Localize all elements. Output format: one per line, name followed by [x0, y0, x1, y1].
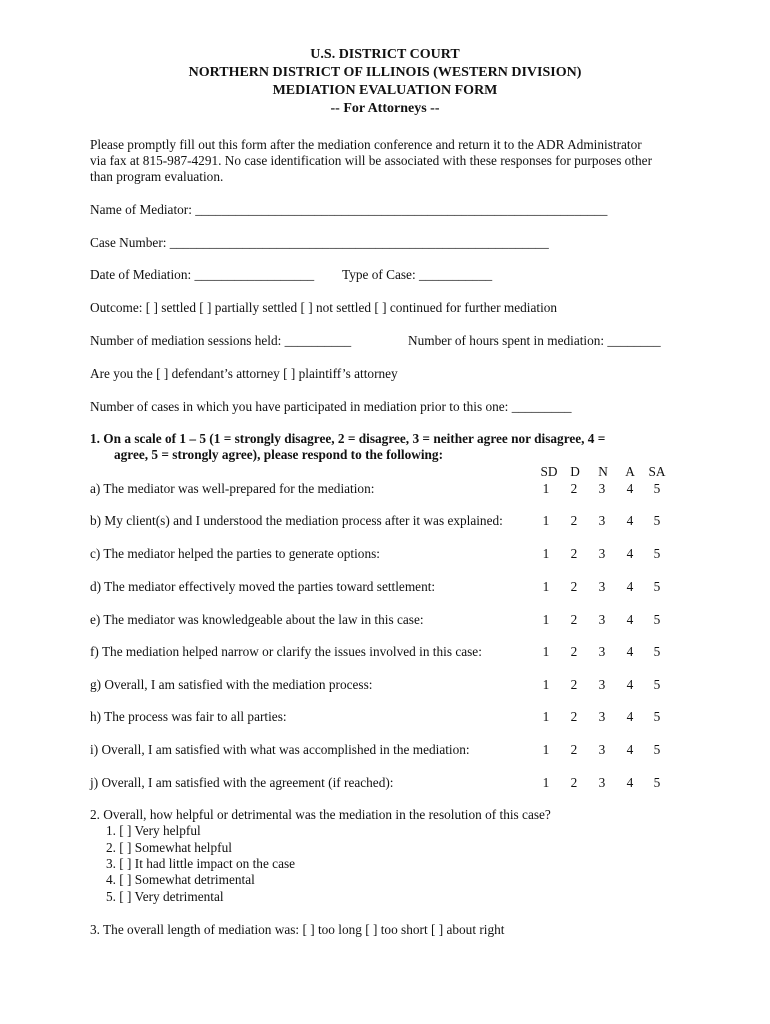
attorney-type-checkboxes[interactable]: Are you the [ ] defendant’s attorney [ ] plaintiff’s attorney	[90, 366, 398, 381]
rating-option-1[interactable]: 1	[542, 513, 550, 528]
scale-header-a: A	[625, 464, 635, 479]
rating-option-3[interactable]: 3	[598, 513, 606, 528]
rating-option-1[interactable]: 1	[542, 742, 550, 757]
rating-item-text: i) Overall, I am satisfied with what was accomplished in the mediation:	[90, 742, 470, 757]
q1-prompt-line-1: 1. On a scale of 1 – 5 (1 = strongly disagree, 2 = disagree, 3 = neither agree nor disagree, 4 =	[90, 431, 606, 446]
rating-option-3[interactable]: 3	[598, 579, 606, 594]
rating-option-4[interactable]: 4	[626, 546, 634, 561]
rating-option-4[interactable]: 4	[626, 612, 634, 627]
q2-option-2[interactable]: 2. [ ] Somewhat helpful	[106, 840, 232, 855]
scale-header-sd: SD	[540, 464, 558, 479]
rating-option-2[interactable]: 2	[570, 481, 578, 496]
rating-option-2[interactable]: 2	[570, 612, 578, 627]
rating-option-4[interactable]: 4	[626, 579, 634, 594]
rating-option-2[interactable]: 2	[570, 644, 578, 659]
rating-option-3[interactable]: 3	[598, 546, 606, 561]
rating-option-2[interactable]: 2	[570, 546, 578, 561]
rating-option-5[interactable]: 5	[653, 709, 661, 724]
intro-line-2: via fax at 815-987-4291. No case identification will be associated with these responses for purposes other	[90, 153, 653, 168]
rating-option-5[interactable]: 5	[653, 513, 661, 528]
rating-option-3[interactable]: 3	[598, 644, 606, 659]
rating-option-1[interactable]: 1	[542, 709, 550, 724]
mediator-name-field[interactable]: Name of Mediator: ______________________________________________________________	[90, 202, 608, 217]
rating-option-1[interactable]: 1	[542, 481, 550, 496]
rating-option-1[interactable]: 1	[542, 579, 550, 594]
court-title: U.S. DISTRICT COURT	[310, 47, 460, 62]
q2-option-1[interactable]: 1. [ ] Very helpful	[106, 823, 201, 838]
rating-option-4[interactable]: 4	[626, 513, 634, 528]
rating-option-2[interactable]: 2	[570, 709, 578, 724]
scale-header-n: N	[598, 464, 608, 479]
rating-option-5[interactable]: 5	[653, 481, 661, 496]
rating-option-1[interactable]: 1	[542, 775, 550, 790]
rating-option-5[interactable]: 5	[653, 579, 661, 594]
rating-option-1[interactable]: 1	[542, 546, 550, 561]
rating-option-3[interactable]: 3	[598, 775, 606, 790]
rating-option-4[interactable]: 4	[626, 677, 634, 692]
rating-option-2[interactable]: 2	[570, 677, 578, 692]
rating-option-2[interactable]: 2	[570, 579, 578, 594]
rating-item-text: j) Overall, I am satisfied with the agreement (if reached):	[90, 775, 394, 790]
district-title: NORTHERN DISTRICT OF ILLINOIS (WESTERN DIVISION)	[188, 65, 582, 80]
rating-option-5[interactable]: 5	[653, 644, 661, 659]
q2-option-5[interactable]: 5. [ ] Very detrimental	[106, 889, 224, 904]
scale-header-d: D	[570, 464, 580, 479]
mediation-date-field[interactable]: Date of Mediation: __________________	[90, 267, 315, 282]
rating-option-3[interactable]: 3	[598, 677, 606, 692]
rating-item-text: c) The mediator helped the parties to generate options:	[90, 546, 380, 561]
rating-option-1[interactable]: 1	[542, 677, 550, 692]
case-type-field[interactable]: Type of Case: ___________	[342, 267, 493, 282]
case-number-field[interactable]: Case Number: _________________________________________________________	[90, 235, 549, 250]
rating-option-2[interactable]: 2	[570, 775, 578, 790]
intro-line-1: Please promptly fill out this form after the mediation conference and return it to the ADR Administrator	[90, 137, 642, 152]
form-title: MEDIATION EVALUATION FORM	[272, 83, 498, 98]
scale-header-sa: SA	[648, 464, 666, 479]
rating-option-3[interactable]: 3	[598, 612, 606, 627]
rating-option-3[interactable]: 3	[598, 742, 606, 757]
sessions-field[interactable]: Number of mediation sessions held: __________	[90, 333, 352, 348]
rating-option-3[interactable]: 3	[598, 709, 606, 724]
rating-option-1[interactable]: 1	[542, 644, 550, 659]
q3-length-checkboxes[interactable]: 3. The overall length of mediation was: [ ] too long [ ] too short [ ] about right	[90, 922, 505, 937]
q2-option-4[interactable]: 4. [ ] Somewhat detrimental	[106, 872, 255, 887]
outcome-checkboxes[interactable]: Outcome: [ ] settled [ ] partially settled [ ] not settled [ ] continued for further mediation	[90, 300, 558, 315]
intro-line-3: than program evaluation.	[90, 169, 224, 184]
q2-option-3[interactable]: 3. [ ] It had little impact on the case	[106, 856, 296, 871]
rating-option-5[interactable]: 5	[653, 775, 661, 790]
rating-option-5[interactable]: 5	[653, 677, 661, 692]
rating-item-text: b) My client(s) and I understood the mediation process after it was explained:	[90, 513, 503, 528]
q2-prompt: 2. Overall, how helpful or detrimental was the mediation in the resolution of this case?	[90, 807, 551, 822]
q1-prompt-line-2: agree, 5 = strongly agree), please respond to the following:	[114, 447, 444, 462]
rating-option-2[interactable]: 2	[570, 513, 578, 528]
hours-field[interactable]: Number of hours spent in mediation: ________	[408, 333, 661, 348]
rating-item-text: a) The mediator was well-prepared for the mediation:	[90, 481, 375, 496]
rating-item-text: e) The mediator was knowledgeable about the law in this case:	[90, 612, 424, 627]
form-subtitle: -- For Attorneys --	[330, 101, 440, 116]
rating-option-5[interactable]: 5	[653, 546, 661, 561]
rating-option-4[interactable]: 4	[626, 742, 634, 757]
rating-option-4[interactable]: 4	[626, 775, 634, 790]
rating-option-1[interactable]: 1	[542, 612, 550, 627]
rating-item-text: h) The process was fair to all parties:	[90, 709, 287, 724]
rating-item-text: g) Overall, I am satisfied with the mediation process:	[90, 677, 373, 692]
rating-option-4[interactable]: 4	[626, 481, 634, 496]
rating-option-4[interactable]: 4	[626, 644, 634, 659]
prior-cases-field[interactable]: Number of cases in which you have participated in mediation prior to this one: _________	[90, 399, 572, 414]
rating-option-2[interactable]: 2	[570, 742, 578, 757]
rating-option-5[interactable]: 5	[653, 742, 661, 757]
rating-option-5[interactable]: 5	[653, 612, 661, 627]
rating-option-3[interactable]: 3	[598, 481, 606, 496]
rating-item-text: f) The mediation helped narrow or clarify the issues involved in this case:	[90, 644, 482, 659]
rating-item-text: d) The mediator effectively moved the parties toward settlement:	[90, 579, 436, 594]
rating-option-4[interactable]: 4	[626, 709, 634, 724]
